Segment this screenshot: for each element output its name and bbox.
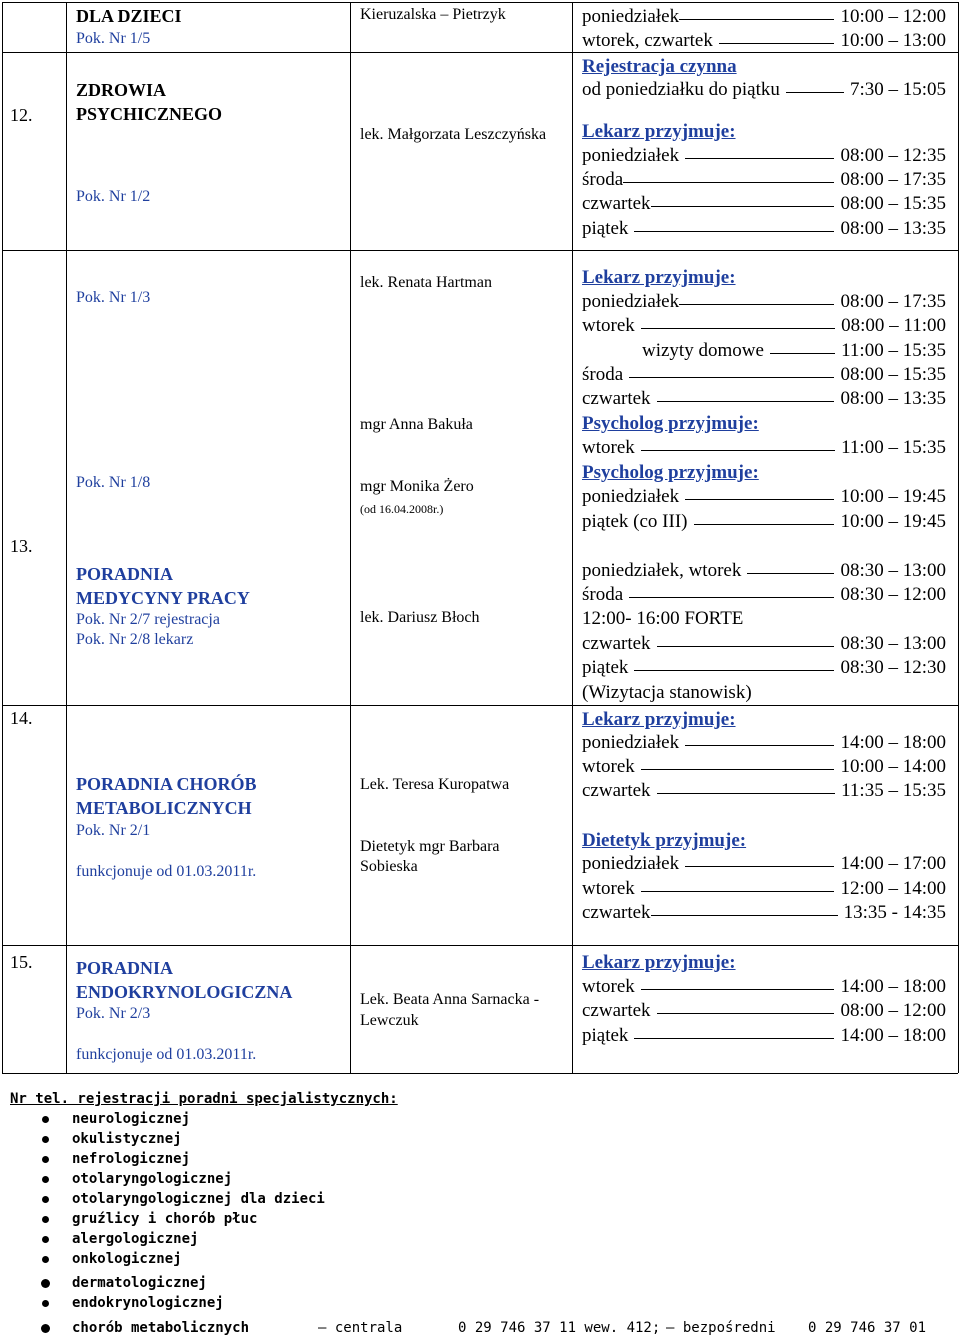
department-name: PORADNIA CHORÓB	[76, 774, 257, 794]
bullet	[42, 1156, 49, 1163]
table-rule	[2, 1073, 958, 1074]
department-note: funkcjonuje od 01.03.2011r.	[76, 1046, 257, 1063]
department-name: PORADNIA	[76, 564, 173, 584]
doctor-name: lek. Renata Hartman	[360, 274, 492, 291]
schedule-line: czwartek 11:35 – 15:35	[582, 780, 946, 801]
schedule-line: poniedziałek 10:00 – 19:45	[582, 486, 946, 507]
schedule-note: 12:00- 16:00 FORTE	[582, 608, 744, 629]
bullet	[42, 1176, 49, 1183]
schedule-line: czwartek 08:00 – 13:35	[582, 388, 946, 409]
schedule-line: poniedziałek 08:00 – 12:35	[582, 145, 946, 166]
list-item: endokrynologicznej	[72, 1295, 224, 1311]
row-number: 14.	[10, 708, 33, 728]
room-number: Pok. Nr 2/7 rejestracja	[76, 611, 220, 628]
section-heading: Psycholog przyjmuje:	[582, 462, 759, 483]
table-rule	[2, 945, 958, 946]
department-name: MEDYCYNY PRACY	[76, 588, 250, 608]
section-heading: Lekarz przyjmuje:	[582, 709, 736, 730]
phone-number: 0 29 746 37 01	[808, 1320, 927, 1336]
list-item: otolaryngologicznej dla dzieci	[72, 1191, 325, 1207]
schedule-line: czwartek 08:30 – 13:00	[582, 633, 946, 654]
table-rule	[2, 705, 958, 706]
table-rule	[2, 2, 3, 1073]
schedule-line: wtorek 11:00 – 15:35	[582, 437, 946, 458]
schedule-line: piątek 14:00 – 18:00	[582, 1025, 946, 1046]
department-name: PORADNIA	[76, 958, 173, 978]
list-item: okulistycznej	[72, 1131, 182, 1147]
section-heading: Lekarz przyjmuje:	[582, 267, 736, 288]
list-item: gruźlicy i chorób płuc	[72, 1211, 258, 1227]
schedule-line: poniedziałek 10:00 – 12:00	[582, 6, 946, 27]
doctor-name: Dietetyk mgr Barbara	[360, 838, 500, 855]
row-number: 12.	[10, 105, 33, 125]
table-rule	[66, 2, 67, 1073]
list-item: otolaryngologicznej	[72, 1171, 233, 1187]
section-heading: Lekarz przyjmuje:	[582, 952, 736, 973]
bullet	[42, 1216, 49, 1223]
doctor-name: Kieruzalska – Pietrzyk	[360, 6, 506, 23]
section-heading: Lekarz przyjmuje:	[582, 121, 736, 142]
bullet	[42, 1116, 49, 1123]
schedule-line: wtorek, czwartek 10:00 – 13:00	[582, 30, 946, 51]
schedule-line: piątek 08:00 – 13:35	[582, 218, 946, 239]
schedule-line: poniedziałek, wtorek 08:30 – 13:00	[582, 560, 946, 581]
schedule-line: wtorek 14:00 – 18:00	[582, 976, 946, 997]
row-number: 15.	[10, 952, 33, 972]
bullet	[41, 1279, 50, 1288]
department-name: METABOLICZNYCH	[76, 798, 252, 818]
doctor-note: (od 16.04.2008r.)	[360, 502, 444, 516]
doctor-name: lek. Małgorzata Leszczyńska	[360, 126, 547, 143]
doctor-name: Lewczuk	[360, 1012, 419, 1029]
room-number: Pok. Nr 1/8	[76, 474, 151, 491]
doctor-name: mgr Monika Żero	[360, 478, 474, 495]
schedule-line: piątek 08:30 – 12:30	[582, 657, 946, 678]
schedule-line: poniedziałek 08:00 – 17:35	[582, 291, 946, 312]
schedule-line: od poniedziałku do piątku 7:30 – 15:05	[582, 79, 946, 100]
room-number: Pok. Nr 2/8 lekarz	[76, 631, 194, 648]
schedule-line: piątek (co III) 10:00 – 19:45	[582, 511, 946, 532]
bullet	[42, 1256, 49, 1263]
room-number: Pok. Nr 2/3	[76, 1005, 151, 1022]
list-item: nefrologicznej	[72, 1151, 191, 1167]
section-heading: Psycholog przyjmuje:	[582, 413, 759, 434]
room-number: Pok. Nr 1/3	[76, 289, 151, 306]
schedule-line: wtorek 12:00 – 14:00	[582, 878, 946, 899]
department-name: ENDOKRYNOLOGICZNA	[76, 982, 293, 1002]
doctor-name: Sobieska	[360, 858, 418, 875]
schedule-line: poniedziałek 14:00 – 17:00	[582, 853, 946, 874]
section-heading: Dietetyk przyjmuje:	[582, 830, 747, 851]
department-name: PSYCHICZNEGO	[76, 104, 223, 124]
schedule-note: (Wizytacja stanowisk)	[582, 682, 752, 703]
doctor-name: mgr Anna Bakuła	[360, 416, 473, 433]
schedule-line: wtorek 08:00 – 11:00	[582, 315, 946, 336]
list-item: alergologicznej	[72, 1231, 199, 1247]
doctor-name: Lek. Beata Anna Sarnacka -	[360, 991, 540, 1008]
schedule-line: wtorek 10:00 – 14:00	[582, 756, 946, 777]
bullet	[42, 1136, 49, 1143]
phone-label: – bezpośredni	[666, 1320, 776, 1336]
room-number: Pok. Nr 1/2	[76, 188, 151, 205]
room-number: Pok. Nr 2/1	[76, 822, 151, 839]
schedule-line: czwartek 08:00 – 15:35	[582, 193, 946, 214]
bullet	[42, 1300, 49, 1307]
department-name: ZDROWIA	[76, 80, 167, 100]
row-number: 13.	[10, 536, 33, 556]
room-number: Pok. Nr 1/5	[76, 30, 151, 47]
bullet	[42, 1196, 49, 1203]
table-rule	[2, 52, 958, 53]
list-item: neurologicznej	[72, 1111, 191, 1127]
schedule-line: wizyty domowe 11:00 – 15:35	[642, 340, 946, 361]
schedule-line: poniedziałek 14:00 – 18:00	[582, 732, 946, 753]
section-heading: Rejestracja czynna	[582, 56, 737, 77]
department-name: DLA DZIECI	[76, 6, 182, 26]
schedule-line: środa 08:00 – 15:35	[582, 364, 946, 385]
list-item: onkologicznej	[72, 1251, 182, 1267]
doctor-name: lek. Dariusz Błoch	[360, 609, 480, 626]
schedule-line: czwartek 13:35 - 14:35	[582, 902, 946, 923]
schedule-line: środa 08:00 – 17:35	[582, 169, 946, 190]
bullet	[41, 1324, 50, 1333]
doctor-name: Lek. Teresa Kuropatwa	[360, 776, 510, 793]
schedule-line: środa 08:30 – 12:00	[582, 584, 946, 605]
table-rule	[572, 2, 573, 1073]
list-item: chorób metabolicznych	[72, 1320, 250, 1336]
schedule-line: czwartek 08:00 – 12:00	[582, 1000, 946, 1021]
table-rule	[2, 2, 958, 3]
list-item: dermatologicznej	[72, 1275, 207, 1291]
table-rule	[350, 2, 351, 1073]
bullet	[42, 1236, 49, 1243]
phone-label: – centrala	[318, 1320, 403, 1336]
table-rule	[2, 250, 958, 251]
footer-heading: Nr tel. rejestracji poradni specjalistycznych:	[10, 1091, 398, 1107]
department-note: funkcjonuje od 01.03.2011r.	[76, 863, 257, 880]
phone-number: 0 29 746 37 11 wew. 412;	[458, 1320, 661, 1336]
table-rule	[958, 2, 959, 1073]
